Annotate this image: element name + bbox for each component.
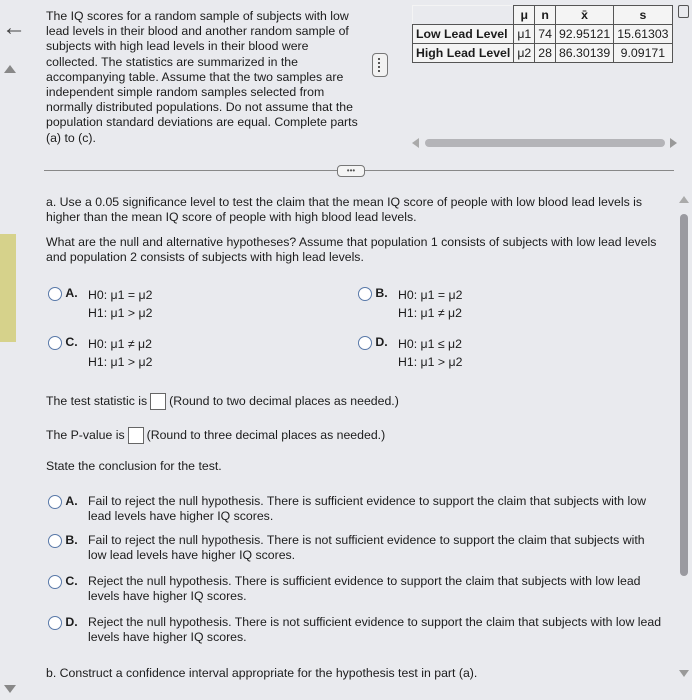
hypothesis-h1: H1: μ1 > μ2 xyxy=(88,306,153,320)
hypothesis-h1: H1: μ1 > μ2 xyxy=(398,355,463,369)
scroll-down-arrow-icon[interactable] xyxy=(4,685,16,693)
scroll-up-arrow-icon[interactable] xyxy=(4,65,16,73)
hypothesis-option-b[interactable] xyxy=(358,286,388,301)
option-letter: A. xyxy=(65,494,78,508)
p-value-hint: (Round to three decimal places as needed.) xyxy=(146,427,386,442)
table-row xyxy=(413,25,673,44)
p-value-label: The P-value is xyxy=(46,427,125,442)
table-cell: μ2 xyxy=(514,44,535,63)
radio-button[interactable] xyxy=(48,287,62,301)
hypotheses-question: What are the null and alternative hypotheses? Assume that population 1 consists of subjects with low lead levels and population 2 consists of subjects with high lead levels. xyxy=(46,235,657,265)
divider-handle-icon[interactable]: ••• xyxy=(337,165,365,177)
radio-button[interactable] xyxy=(48,616,62,630)
p-value-input[interactable] xyxy=(128,427,144,444)
conclusion-text: Reject the null hypothesis. There is not sufficient evidence to support the claim that subjects with low lead levels have higher IQ scores. xyxy=(88,615,662,644)
hypothesis-h1: H1: μ1 ≠ μ2 xyxy=(398,306,462,320)
table-cell: 74 xyxy=(535,25,556,44)
scroll-left-arrow-icon[interactable] xyxy=(412,138,419,148)
table-row xyxy=(413,44,673,63)
option-letter: C. xyxy=(65,335,78,349)
hypothesis-option-a[interactable] xyxy=(48,286,78,301)
option-letter: B. xyxy=(65,533,78,547)
part-b-prompt: b. Construct a confidence interval appropriate for the hypothesis test in part (a). xyxy=(46,666,478,680)
hypothesis-h0: H0: μ1 = μ2 xyxy=(398,288,463,302)
option-letter: B. xyxy=(375,286,388,300)
table-cell: 15.61303 xyxy=(614,25,672,44)
radio-button[interactable] xyxy=(48,575,62,589)
table-header: x̄ xyxy=(555,6,613,25)
test-statistic-input[interactable] xyxy=(150,393,166,410)
left-scrollbar-thumb[interactable] xyxy=(0,234,16,342)
option-letter: D. xyxy=(65,615,78,629)
hypothesis-h1: H1: μ1 > μ2 xyxy=(88,355,153,369)
hypothesis-h0: H0: μ1 ≠ μ2 xyxy=(88,337,152,351)
hypothesis-h0: H0: μ1 = μ2 xyxy=(88,288,153,302)
conclusion-text: Reject the null hypothesis. There is sufficient evidence to support the claim that subjects with low lead levels have higher IQ scores. xyxy=(88,574,641,603)
radio-button[interactable] xyxy=(48,336,62,350)
table-cell: 9.09171 xyxy=(614,44,672,63)
horizontal-scrollbar-thumb[interactable] xyxy=(425,139,665,147)
hypothesis-option-d[interactable] xyxy=(358,335,388,350)
scroll-right-arrow-icon[interactable] xyxy=(670,138,677,148)
row-label: Low Lead Level xyxy=(413,25,514,44)
part-a-prompt: a. Use a 0.05 significance level to test the claim that the mean IQ score of people with low blood lead levels is higher than the mean IQ score of people with high blood lead levels. xyxy=(46,195,643,225)
conclusion-text: Fail to reject the null hypothesis. There is not sufficient evidence to support the claim that subjects with low lead levels have higher IQ scores. xyxy=(88,533,645,562)
table-header xyxy=(413,6,514,25)
radio-button[interactable] xyxy=(48,534,62,548)
p-value-row xyxy=(46,427,666,444)
conclusion-label: State the conclusion for the test. xyxy=(46,459,222,473)
table-header: μ xyxy=(514,6,535,25)
table-header: n xyxy=(535,6,556,25)
option-letter: D. xyxy=(375,335,388,349)
scroll-down-arrow-icon[interactable] xyxy=(679,670,689,677)
table-cell: 28 xyxy=(535,44,556,63)
option-letter: C. xyxy=(65,574,78,588)
drag-handle-icon[interactable] xyxy=(372,53,388,77)
table-header: s xyxy=(614,6,672,25)
row-label: High Lead Level xyxy=(413,44,514,63)
radio-button[interactable] xyxy=(358,336,372,350)
vertical-scrollbar-thumb[interactable] xyxy=(680,214,688,576)
expand-icon[interactable] xyxy=(678,5,689,18)
data-table xyxy=(412,5,673,63)
table-cell: μ1 xyxy=(514,25,535,44)
table-cell: 92.95121 xyxy=(555,25,613,44)
conclusion-text: Fail to reject the null hypothesis. There is sufficient evidence to support the claim that subjects with low lead levels have higher IQ scores. xyxy=(88,494,646,523)
test-statistic-label: The test statistic is xyxy=(46,393,148,408)
test-statistic-row xyxy=(46,393,666,410)
hypothesis-h0: H0: μ1 ≤ μ2 xyxy=(398,337,462,351)
scroll-up-arrow-icon[interactable] xyxy=(679,196,689,203)
problem-intro: The IQ scores for a random sample of subjects with low lead levels in their blood and another random sample of subjects with high lead levels in their blood were collected. The statistics are summarized in the accompanying table. Assume that the two samples are independent simple random samples selected from normally distributed populations. Do not assume that the population standard deviations are equal. Complete parts (a) to (c). xyxy=(46,9,358,145)
table-cell: 86.30139 xyxy=(555,44,613,63)
radio-button[interactable] xyxy=(358,287,372,301)
option-letter: A. xyxy=(65,286,78,300)
test-statistic-hint: (Round to two decimal places as needed.) xyxy=(169,393,399,408)
hypothesis-option-c[interactable] xyxy=(48,335,78,350)
radio-button[interactable] xyxy=(48,495,62,509)
back-arrow-icon[interactable]: ← xyxy=(2,14,26,41)
